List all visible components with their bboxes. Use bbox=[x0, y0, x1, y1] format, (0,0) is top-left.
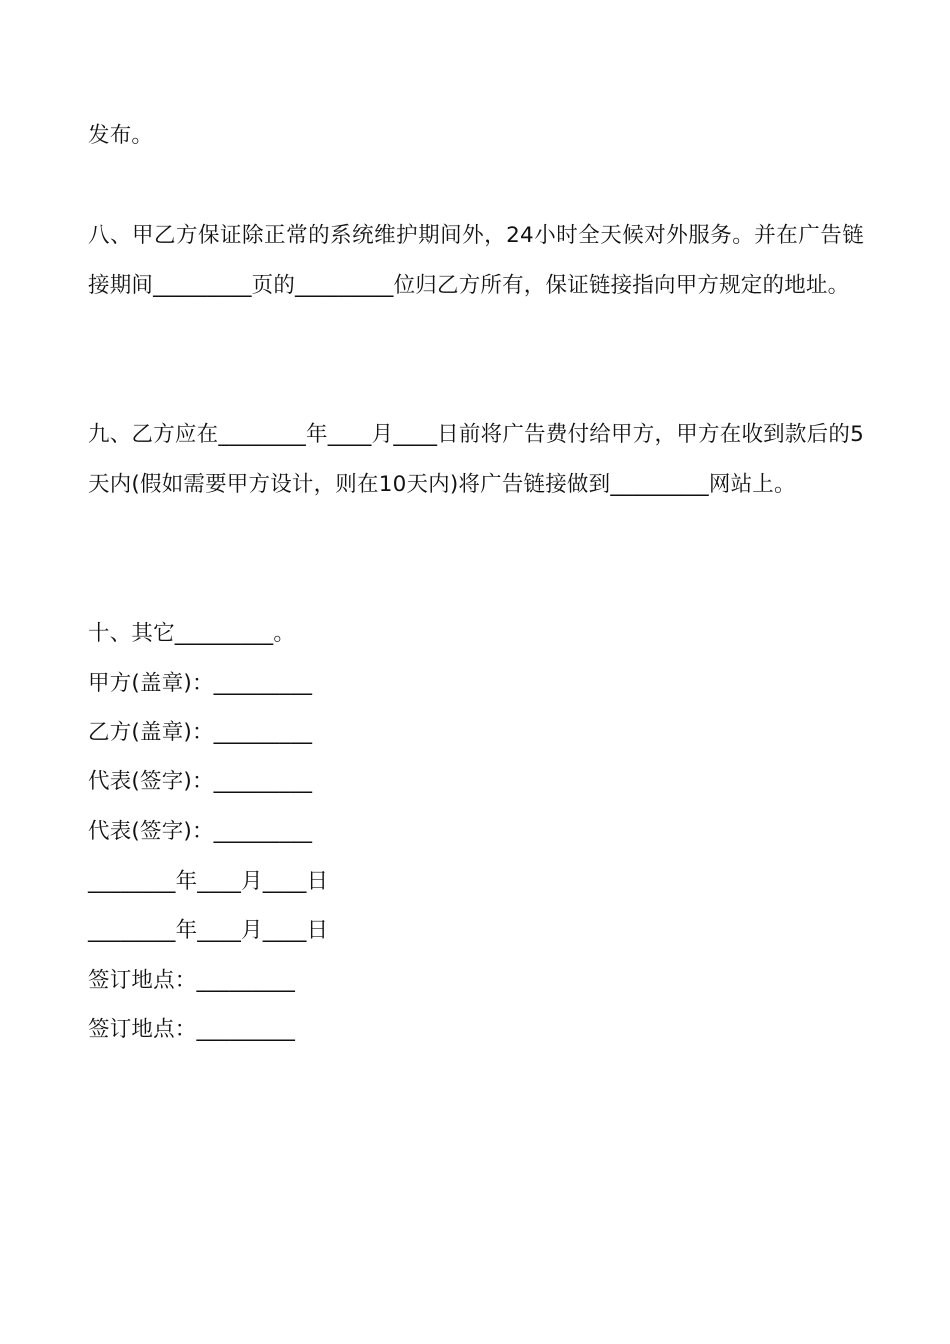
signing-place-line: 签订地点：_________ bbox=[88, 968, 296, 993]
representative-sign-line: 代表(签字)：_________ bbox=[88, 819, 313, 844]
signing-place-line: 签订地点：_________ bbox=[88, 1017, 296, 1042]
date-line: ________年____月____日 bbox=[88, 869, 329, 894]
date-line: ________年____月____日 bbox=[88, 918, 329, 943]
clause-8: 八、甲乙方保证除正常的系统维护期间外，24小时全天候对外服务。并在广告链接期间_________页的_________位归乙方所有，保证链接指向甲方规定的地址。 bbox=[88, 223, 864, 298]
party-a-seal-line: 甲方(盖章)：_________ bbox=[88, 671, 313, 696]
party-b-seal-line: 乙方(盖章)：_________ bbox=[88, 720, 313, 745]
clause-10: 十、其它_________。 bbox=[88, 621, 296, 646]
continuation-text: 发布。 bbox=[88, 123, 154, 148]
clause-9: 九、乙方应在________年____月____日前将广告费付给甲方，甲方在收到款后的5天内(假如需要甲方设计，则在10天内)将广告链接做到_________网站上。 bbox=[88, 422, 864, 497]
representative-sign-line: 代表(签字)：_________ bbox=[88, 769, 313, 794]
